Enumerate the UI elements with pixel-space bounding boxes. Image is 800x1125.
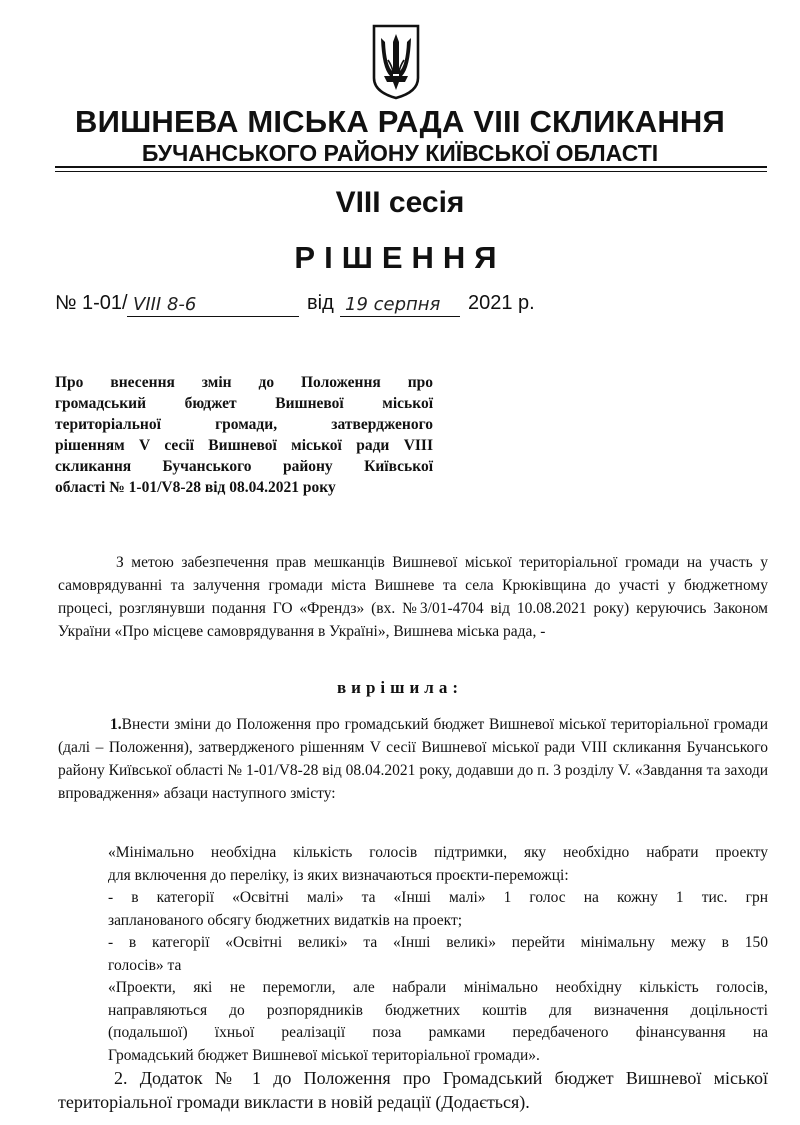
title-line: Про внесення змін до Положення про [55,374,433,391]
quote-line: голосів» та [108,956,182,974]
title-line: скликання Бучанського району Київської [55,458,433,475]
resolved-heading: вирішила: [337,678,463,697]
item-2-line: 2. Додаток № 1 до Положення про Громадський бюджет Вишневої міської [114,1068,768,1088]
year: 2021 р. [468,292,535,314]
header-rule-thick [55,166,767,168]
number-underline [127,316,299,317]
date-prefix: від [307,292,334,314]
council-name: ВИШНЕВА МІСЬКА РАДА VIII СКЛИКАННЯ [75,104,725,139]
preamble-paragraph: З метою забезпечення прав мешканців Вишневої міської територіальної громади на участь у самоврядуванні та залучення громади міста Вишневе та села Крюківщина до участі у бюджетному процесі, розглянувши подання ГО «Френдз» (вх. №3/01-4704 від 10.08.2021 року) керуючись Законом України «Про місцеве самоврядування в Україні», Вишнева міська рада, - [58,554,768,640]
number-prefix: № 1-01/ [55,292,128,314]
item-1-paragraph [58,713,768,805]
quote-line: (подальшої) їхньої реалізації поза рамками передбаченого фінансування на [108,1024,768,1041]
handwritten-number: VIII 8-6 [133,294,197,315]
quote-line: «Проекти, які не перемогли, але набрали мінімально необхідну кількість голосів, [108,979,768,996]
quote-line: запланованого обсягу бюджетних видатків на проект; [108,911,463,929]
ukraine-trident-icon [368,22,424,100]
title-line: області № 1-01/V8-28 від 08.04.2021 року [55,479,336,496]
item-2-paragraph [58,1066,768,1114]
decision-title [55,372,433,498]
item-2-line: територіальної громади викласти в новій редації (Додається). [58,1092,530,1112]
item-1-text: Внести зміни до Положення про громадський бюджет Вишневої міської територіальної громади (далі – Положення), затвердженого рішенням V сесії Вишневої міської ради VIII скликання Бучанського району Київської області № 1-01/V8-28 від 08.04.2021 року, додавши до п. 3 розділу V. «Завдання та заходи впровадження» абзаци наступного змісту: [58,716,768,802]
document-type: РІШЕННЯ [294,240,506,275]
quote-line: направляються до розпорядників бюджетних коштів для визначення доцільності [108,1001,768,1019]
quoted-amendment [108,842,768,1067]
handwritten-date: 19 серпня [345,294,441,315]
quote-line: - в категорії «Освітні великі» та «Інші великі» перейти мінімальну межу в 150 [108,934,768,951]
quote-line: - в категорії «Освітні малі» та «Інші малі» 1 голос на кожну 1 тис. грн [108,889,768,906]
title-line: громадський бюджет Вишневої міської [55,395,433,412]
header-rule-thin [55,171,767,172]
item-1-number: 1. [110,716,122,733]
title-line: територіальної громади, затвердженого [55,416,433,433]
quote-line: «Мінімально необхідна кількість голосів підтримки, яку необхідно набрати проекту [108,844,768,861]
title-line: рішенням V сесії Вишневої міської ради VIII [55,437,433,454]
quote-line: для включення до переліку, із яких визначаються проєкти-переможці: [108,866,569,884]
date-underline [340,316,460,317]
district-name: БУЧАНСЬКОГО РАЙОНУ КИЇВСЬКОЇ ОБЛАСТІ [141,140,659,166]
quote-line: Громадський бюджет Вишневої міської територіальної громади». [108,1046,540,1064]
decision-number-line [55,292,775,326]
session-label: VIII сесія [335,186,465,219]
